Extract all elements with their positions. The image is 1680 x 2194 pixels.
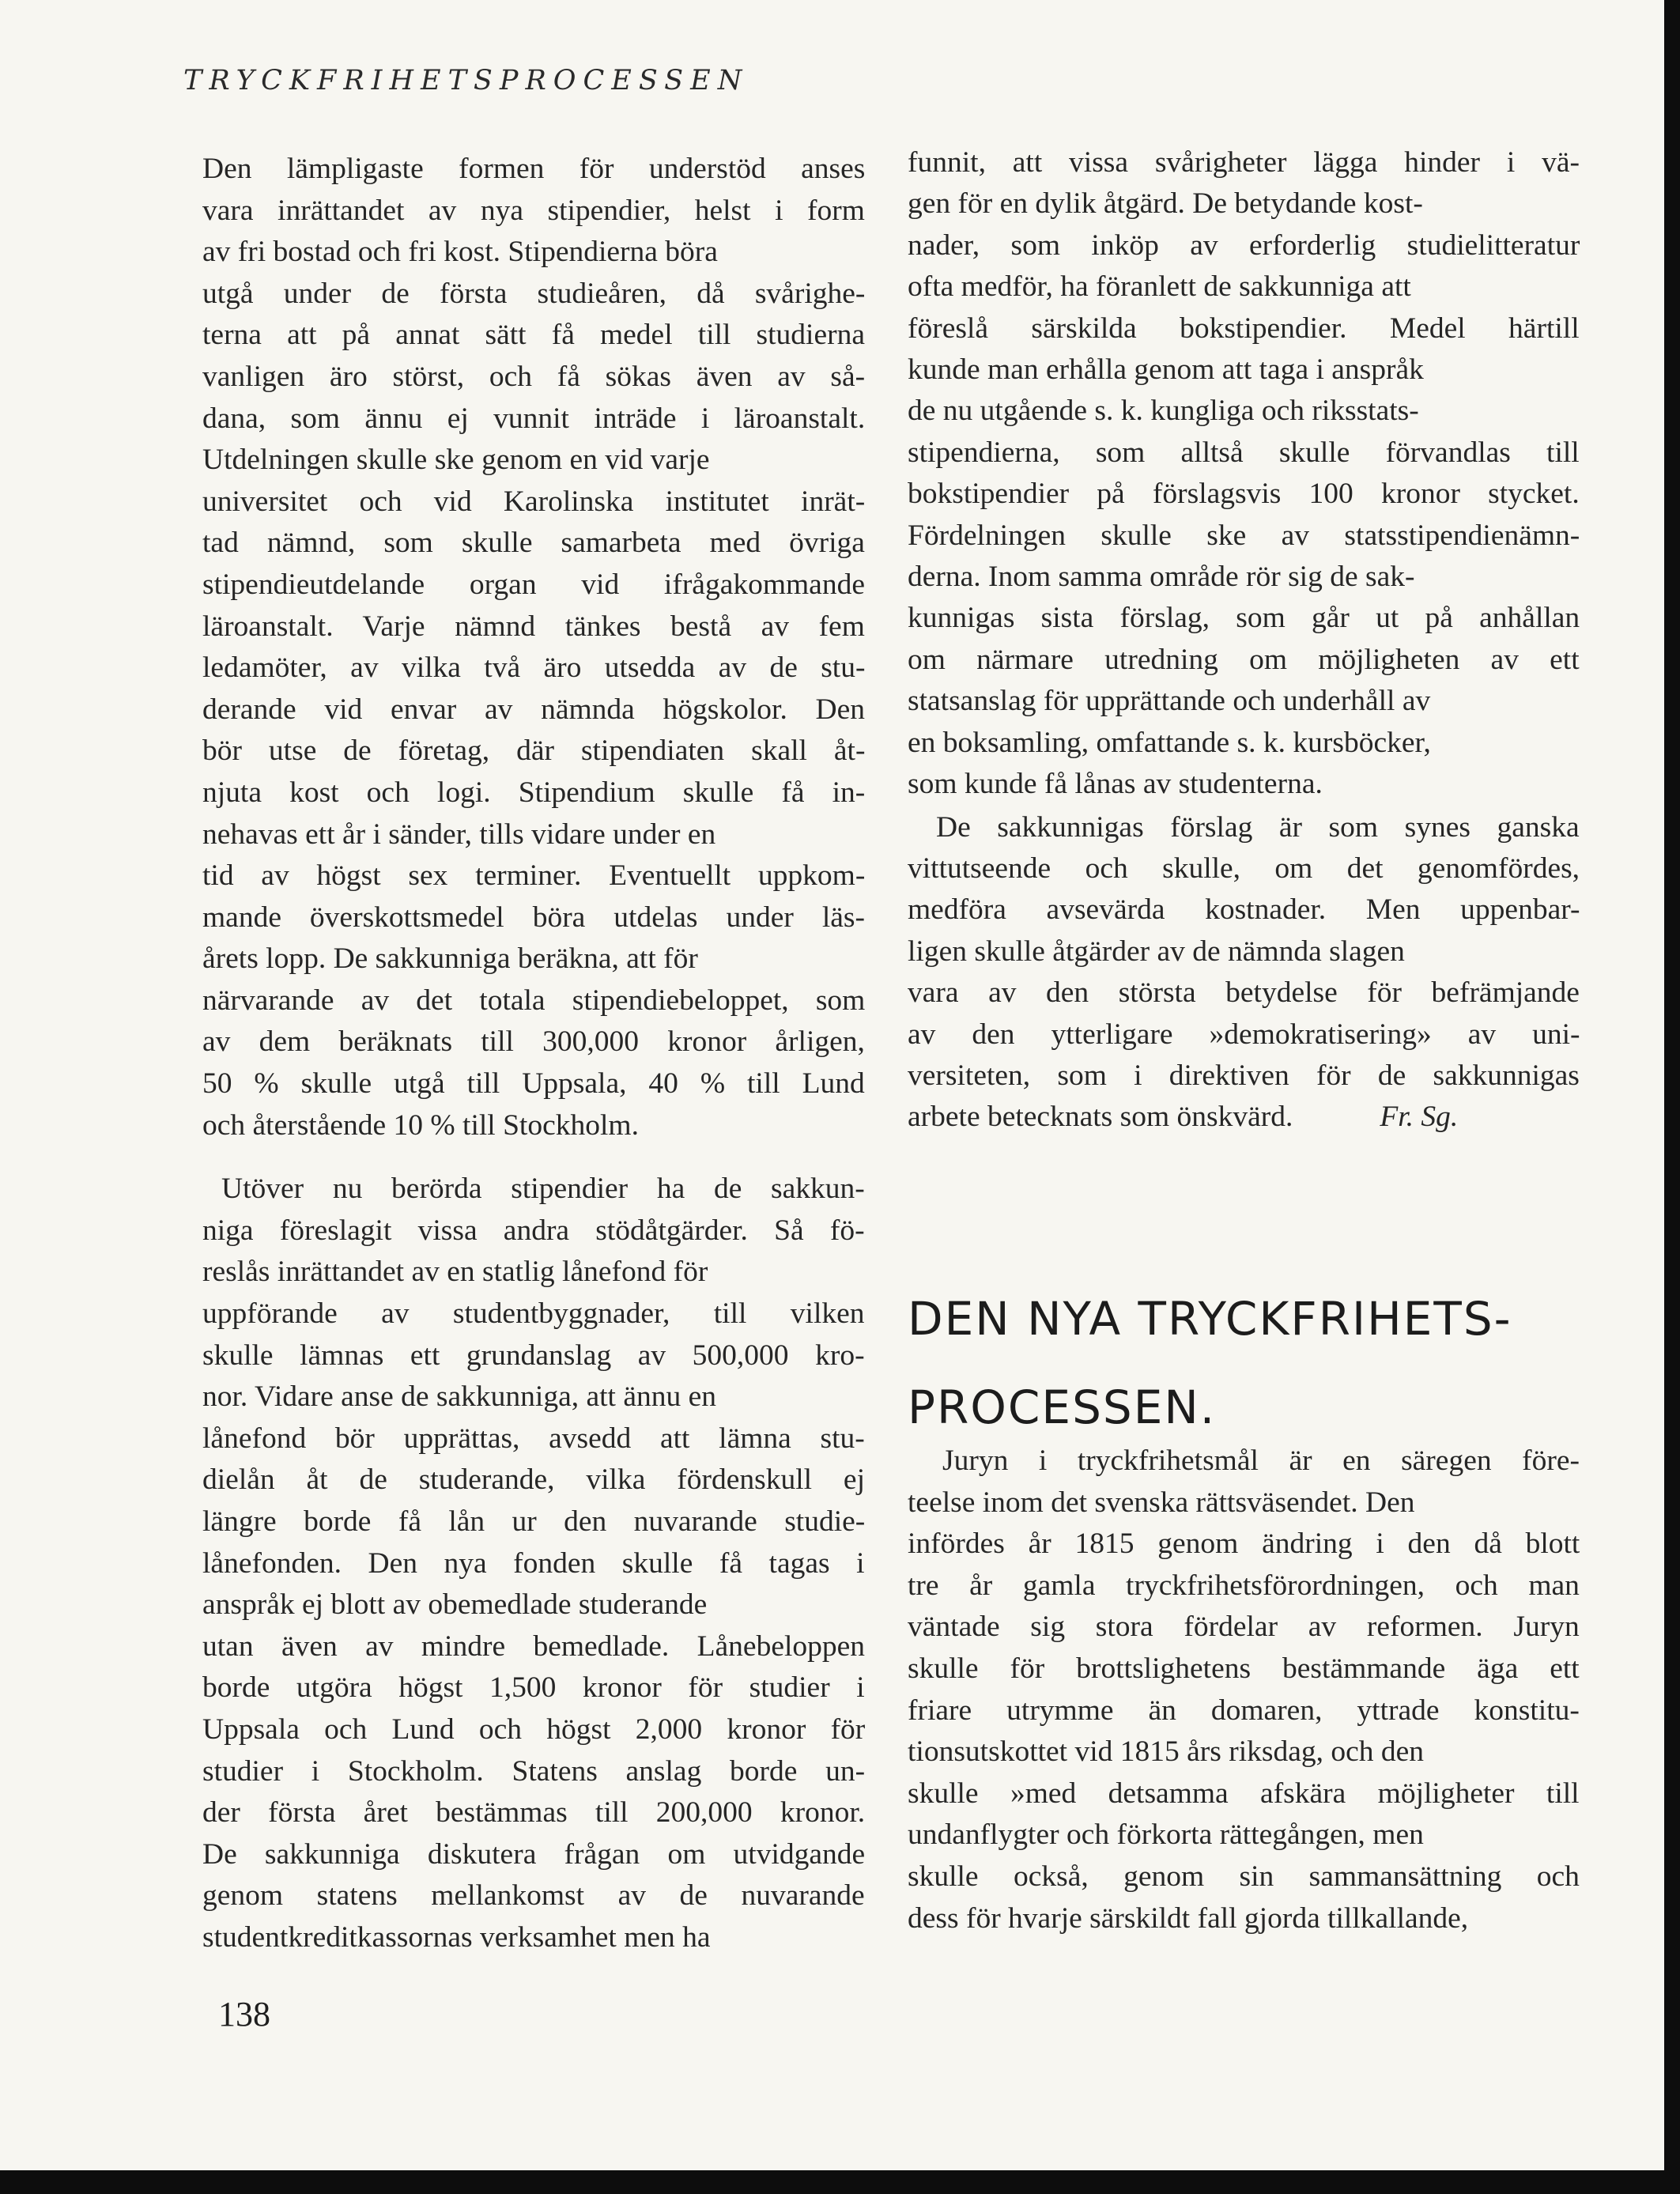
- text-line: längre borde få lån ur den nuvarande studie-: [202, 1505, 866, 1538]
- text-line: skulle också, genom sin sammansättning och: [908, 1860, 1580, 1893]
- text-line: arbete betecknats som önskvärd.: [908, 1101, 1293, 1134]
- text-line: bokstipendier på förslagsvis 100 kronor stycket.: [908, 478, 1580, 511]
- text-line: stipendierna, som alltså skulle förvandlas till: [908, 436, 1580, 469]
- text-line: nehavas ett år i sänder, tills vidare under en: [202, 818, 716, 851]
- text-line: Den lämpligaste formen för understöd anses: [202, 153, 866, 185]
- text-line: Utöver nu berörda stipendier ha de sakkun-: [221, 1173, 865, 1206]
- text-line: Juryn i tryckfrihetsmål är en säregen före-: [942, 1444, 1580, 1477]
- text-line: der första året bestämmas till 200,000 kronor.: [202, 1796, 866, 1830]
- text-line: väntade sig stora fördelar av reformen. Juryn: [908, 1611, 1580, 1644]
- text-line: universitet och vid Karolinska institutet inrät-: [202, 485, 866, 518]
- text-line: en boksamling, omfattande s. k. kursböcker,: [908, 726, 1431, 759]
- text-line: studier i Stockholm. Statens anslag borde un-: [202, 1754, 866, 1788]
- text-line: studentkreditkassornas verksamhet men ha: [202, 1920, 711, 1954]
- text-line: ligen skulle åtgärder av de nämnda slagen: [908, 935, 1405, 968]
- text-line: om närmare utredning om möjligheten av ett: [908, 643, 1580, 676]
- right-paragraph-1: [908, 142, 1580, 806]
- text-line: utgå under de första studieåren, då svårighe-: [202, 277, 866, 310]
- article-heading: [908, 1274, 1603, 1452]
- text-line: De sakkunniga diskutera frågan om utvidgande: [202, 1837, 866, 1871]
- text-line: friare utrymme än domaren, yttrade konstitu-: [908, 1694, 1580, 1727]
- text-line: dess för hvarje särskildt fall gjorda tillkallande,: [908, 1901, 1469, 1935]
- text-line: kunde man erhålla genom att taga i anspråk: [908, 353, 1424, 387]
- text-line: terna att på annat sätt få medel till studierna: [202, 319, 865, 352]
- text-line: reslås inrättandet av en statlig lånefond för: [202, 1256, 708, 1289]
- text-line: teelse inom det svenska rättsväsendet. Den: [908, 1486, 1415, 1519]
- right-column: [908, 142, 1580, 1139]
- text-line: bör utse de företag, där stipendiaten skall åt-: [202, 734, 866, 768]
- text-line: versiteten, som i direktiven för de sakkunnigas: [908, 1059, 1580, 1092]
- text-line: skulle »med detsamma afskära möjligheter till: [908, 1777, 1580, 1810]
- text-line: 50 % skulle utgå till Uppsala, 40 % till Lund: [202, 1067, 865, 1101]
- text-line: uppförande av studentbyggnader, till vilken: [202, 1297, 865, 1331]
- text-line: borde utgöra högst 1,500 kronor för studier i: [202, 1671, 865, 1705]
- running-head: TRYCKFRIHETSPROCESSEN: [183, 65, 749, 96]
- text-line: dielån åt de studerande, vilka fördenskull ej: [202, 1463, 865, 1497]
- text-line: derande vid envar av nämnda högskolor. Den: [202, 693, 865, 726]
- text-line: nader, som inköp av erforderlig studielitteratur: [908, 228, 1580, 262]
- text-line: De sakkunnigas förslag är som synes ganska: [936, 810, 1580, 844]
- text-line: av dem beräknats till 300,000 kronor årligen,: [202, 1025, 865, 1059]
- text-line: funnit, att vissa svårigheter lägga hinder i vä-: [908, 146, 1580, 179]
- text-line: tre år gamla tryckfrihetsförordningen, och man: [908, 1569, 1580, 1602]
- text-line: skulle för brottslighetens bestämmande äga ett: [908, 1652, 1580, 1685]
- text-line: de nu utgående s. k. kungliga och riksstats-: [908, 395, 1419, 428]
- text-line: tid av högst sex terminer. Eventuellt uppkom-: [202, 859, 866, 893]
- right-paragraph-2: [908, 807, 1580, 1139]
- text-line: genom statens mellankomst av de nuvarande: [202, 1879, 865, 1913]
- text-line: gen för en dylik åtgärd. De betydande kost-: [908, 187, 1423, 221]
- text-line: läroanstalt. Varje nämnd tänkes bestå av fem: [202, 610, 865, 643]
- text-line: infördes år 1815 genom ändring i den då blott: [908, 1527, 1580, 1561]
- text-line: tionsutskottet vid 1815 års riksdag, och den: [908, 1735, 1425, 1769]
- text-line: vittutseende och skulle, om det genomfördes,: [908, 852, 1580, 885]
- text-line: njuta kost och logi. Stipendium skulle få in-: [202, 776, 866, 809]
- text-line: vanligen äro störst, och få sökas även av så-: [202, 360, 866, 393]
- text-line: Uppsala och Lund och högst 2,000 kronor för: [202, 1713, 866, 1746]
- text-line: kunnigas sista förslag, som går ut på anhållan: [908, 602, 1580, 635]
- text-line: Utdelningen skulle ske genom en vid varje: [202, 444, 710, 477]
- page-number: 138: [218, 1995, 270, 2034]
- heading-line-2: PROCESSEN.: [908, 1380, 1217, 1434]
- text-line: som kunde få lånas av studenterna.: [908, 768, 1323, 801]
- text-line: statsanslag för upprättande och underhåll av: [908, 685, 1431, 718]
- text-line: medföra avsevärda kostnader. Men uppenbar-: [908, 893, 1580, 927]
- text-line: av fri bostad och fri kost. Stipendierna böra: [202, 236, 718, 269]
- text-line: tad nämnd, som skulle samarbeta med övriga: [202, 527, 865, 560]
- text-line: vara inrättandet av nya stipendier, helst i form: [202, 194, 865, 227]
- text-line: derna. Inom samma område rör sig de sak-: [908, 561, 1415, 594]
- text-line: ofta medför, ha föranlett de sakkunniga att: [908, 270, 1411, 304]
- text-line: årets lopp. De sakkunniga beräkna, att för: [202, 942, 698, 976]
- text-line: utan även av mindre bemedlade. Lånebeloppen: [202, 1629, 866, 1663]
- text-line: och återstående 10 % till Stockholm.: [202, 1108, 639, 1142]
- text-line: dana, som ännu ej vunnit inträde i läroanstalt.: [202, 402, 866, 435]
- left-paragraph-1: [202, 149, 865, 1146]
- text-line: föreslå särskilda bokstipendier. Medel härtill: [908, 312, 1580, 345]
- text-line: av den ytterligare »demokratisering» av uni-: [908, 1018, 1580, 1051]
- text-line: Fördelningen skulle ske av statsstipendienämn-: [908, 519, 1580, 552]
- text-line-with-signature: [908, 1097, 1580, 1138]
- text-line: nor. Vidare anse de sakkunniga, att ännu en: [202, 1380, 716, 1414]
- text-line: undanflygter och förkorta rättegången, men: [908, 1818, 1424, 1852]
- text-line: vara av den största betydelse för befrämjande: [908, 976, 1580, 1010]
- author-signature: Fr. Sg.: [1380, 1101, 1459, 1134]
- text-line: skulle lämnas ett grundanslag av 500,000 kro-: [202, 1339, 865, 1372]
- text-line: lånefond bör upprättas, avsedd att lämna stu-: [202, 1422, 865, 1455]
- scan-edge-right: [1664, 0, 1680, 2194]
- text-line: ledamöter, av vilka två äro utsedda av de stu-: [202, 651, 866, 685]
- text-line: lånefonden. Den nya fonden skulle få tagas i: [202, 1546, 865, 1580]
- text-line: stipendieutdelande organ vid ifrågakommande: [202, 568, 865, 601]
- text-line: närvarande av det totala stipendiebeloppet, som: [202, 984, 866, 1017]
- heading-line-1: DEN NYA TRYCKFRIHETS-: [908, 1292, 1512, 1346]
- left-paragraph-2: [202, 1169, 865, 1958]
- text-line: mande överskottsmedel böra utdelas under läs-: [202, 901, 865, 934]
- left-column: [202, 149, 865, 1959]
- text-line: anspråk ej blott av obemedlade studerande: [202, 1588, 708, 1622]
- article-body: [908, 1441, 1580, 1939]
- text-line: niga föreslagit vissa andra stödåtgärder. Så fö-: [202, 1214, 865, 1247]
- scan-edge-bottom: [0, 2170, 1680, 2194]
